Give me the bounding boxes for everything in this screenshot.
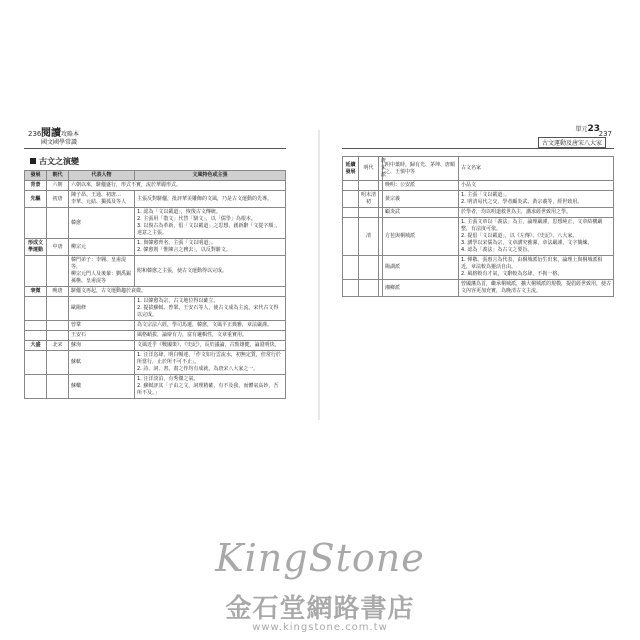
stage-cell: 延續發展 [343,157,359,181]
dynasty-cell [359,280,379,297]
note-line: 2. 提倡「文以載道」，以《左傳》、《史記》、八大家。 [461,233,578,239]
stage-cell [343,280,359,297]
dynasty-cell: 明末清初 [359,191,379,208]
dynasty-cell: 清 [359,218,379,256]
people-cell: 湘鄉派 [383,280,459,297]
stage-cell: 背景 [25,181,47,191]
dynasty-cell: 初唐 [47,191,69,208]
right-header-subtitle: 古文運動及唐宋八大家 [538,137,606,148]
note-line: 1. 以韓愈為宗，古文地位得以確立。 [137,298,219,304]
people-cell: 蘇軾 [69,351,135,375]
dynasty-cell [359,256,379,280]
table-row [25,239,286,256]
people-cell: 柳宗元 [69,239,135,256]
left-header-subtitle: 國文國學常識 [41,139,78,146]
left-header-title-small: 攻略本 [61,131,80,138]
people-cell: 晚明：公安派 [383,181,459,191]
school-cell: 唐宋派 [379,157,383,181]
right-page [342,120,614,420]
table-row [25,321,286,331]
table-row [343,191,614,208]
watermark-chinese: 金石堂網路書店 [225,594,415,624]
note-line: 1. 與韓愈齊名，主張「文以明道」。 [137,240,216,246]
note-line: 2. 蘇軾評其「子由之文，詞理精確，有不及我，而體氣高妙，吾所不及。」 [137,383,279,396]
note-line: 1. 汪洋淡泊，有秀傑之氣。 [137,376,199,382]
stage-cell [25,256,47,287]
stage-cell [343,181,359,191]
table-row [25,287,286,297]
square-bullet-icon [30,158,36,164]
notes-cell [459,191,614,208]
dynasty-cell [359,181,379,191]
right-header-unit: 23 [587,124,600,134]
dynasty-cell [47,351,69,375]
notes-cell [135,239,286,256]
people-cell: 王安石 [69,331,135,341]
note-line: 文風近乎《戰國策》、《史記》，長於議論，古勁雄健，論證明快。 [137,342,280,348]
stage-cell [25,297,47,321]
dynasty-cell [47,375,69,399]
table-row [343,218,614,256]
note-line: 附和韓愈之主張，使古文運動得以完成。 [137,267,228,274]
table-row [25,208,286,239]
notes-cell [135,321,286,331]
dynasty-cell [47,297,69,321]
section-title: 古文之演變 [39,157,79,166]
people-cell: 陽湖派 [383,256,459,280]
stage-cell [25,351,47,375]
header-notes: 文風特色或主張 [135,171,286,181]
header-dynasty: 朝代 [47,171,69,181]
dynasty-cell: 六朝 [47,181,69,191]
stage-cell [343,218,359,256]
notes-cell [135,375,286,399]
header-people: 代表人物 [69,171,135,181]
note-line: 1. 主張「文以載道」。 [461,192,510,198]
notes-cell: 小品文 [459,181,614,191]
notes-cell [135,191,286,208]
table-row [343,256,614,280]
note-line: 2. 詩、詞、書、畫之作均有成就，為唐宋八大家之一。 [137,366,259,372]
note-line: 4. 認為「義法」為古文之要旨。 [461,247,533,253]
table-row [25,351,286,375]
watermark-url: www.kingstone.com.tw [252,622,388,633]
note-line: 2. 主張用「散文」代替「駢文」，以「儒學」為根本。 [137,216,256,222]
note-line: 為文宗法六經，學司馬遷，韓愈，文風平正典雅，章法嚴謹。 [137,322,273,328]
right-page-number: 237 [598,130,612,138]
table-row [25,297,286,321]
notes-cell [459,280,614,297]
dynasty-cell [359,208,379,218]
table-row [25,331,286,341]
dynasty-cell [47,321,69,331]
dynasty-cell: 北宋 [47,341,69,351]
note-line: 3. 以復古為革新，倡「文以載道」之思想，創新辭「文從字順」，達意之主張。 [137,223,281,236]
watermark-brand: KingStone [215,536,425,580]
table-header-row [25,171,286,181]
section-heading [30,156,286,167]
stage-cell: 大盛 [25,341,47,351]
note-line: 風格峭拔，論辯有力，富有邏輯性，文章重實用。 [137,332,248,338]
continuation-table [342,156,614,297]
table-row [25,181,286,191]
left-page-number: 236 [28,130,42,138]
people-cell: 歐陽修 [69,297,135,321]
table-row [25,191,286,208]
stage-cell [25,375,47,399]
people-cell: 陳子昂、王通、初唐… 李華、元結、獨孤及等人 [69,191,135,208]
people-cell: 方苞與桐城派 [383,218,459,256]
evolution-table [24,170,286,399]
people-cell: 蘇洵 [69,341,135,351]
note-line: 1. 主張文章以「義法」為主，論理嚴謹，思想純正，文章結構嚴整，有法度可依。 [461,219,603,232]
notes-cell [135,351,286,375]
right-header-title [575,124,600,134]
table-row [25,341,286,351]
note-line: 2. 韓愈則「惟陳言之務去」，以反對駢文。 [137,247,231,253]
table-row [343,208,614,218]
people-cell: 韓門弟子：李翱、皇甫湜等， 柳宗元門人及後輩：劉禹錫 孫樵、皇甫湜等 [69,256,135,287]
people-cell: 顧炎武 [383,208,459,218]
table-row [343,280,614,297]
note-line: 1. 認為「文以載道」，恢復古文傳統。 [137,209,221,215]
note-line: 2. 提拔蘇軾、曾鞏、王安石等人，使古文成為主流，宋代古文得以完成。 [137,305,279,318]
right-header-title-main: 單元 [575,126,588,133]
table-row [343,157,614,181]
people-cell: 韓愈 [69,208,135,239]
left-header-title-main: 閱讀 [41,128,61,139]
stage-cell [343,256,359,280]
dynasty-cell: 晚唐 [47,287,69,297]
dynasty-cell [47,331,69,341]
note-line: 1. 汪洋恣肆，明白暢達，「作文如行雲流水，初無定質，但常行於所當行，止於所不可不止」。 [137,352,281,365]
stage-cell: 先驅 [25,191,47,208]
notes-cell [135,297,286,321]
left-page-header [24,120,286,154]
book-spine-shadow [318,130,320,420]
note-line: 2. 明清易代之交，學者顧炎武、黃宗羲等，經世致用。 [461,199,583,205]
stage-cell [343,208,359,218]
note-line: 主張反對駢儷，批評華美雕飾的文風，乃是古文運動的先導。 [137,195,273,202]
left-page [24,120,286,420]
people-cell: 明中葉時，歸有光、茅坤、唐順之、王慎中等 [383,157,459,181]
stage-cell [343,191,359,208]
description-cell: 六朝以來，駢儷盛行，形式不實，流於華麗形式。 [69,181,286,191]
header-stage: 發展 [25,171,47,181]
dynasty-cell [47,256,69,287]
note-line: 1. 惲敬、張惠言為代表，由桐城派衍生出來，論理上與桐城派相近，章法較為靈活自由。 [461,257,603,270]
note-line: 3. 講學以宋儒為宗，文章講究雅潔，章法嚴謹，文字簡練。 [461,240,593,246]
notes-cell [135,341,286,351]
notes-cell [135,208,286,239]
stage-cell [25,321,47,331]
description-cell: 駢儷文再起，古文運動趨於衰微。 [69,287,286,297]
notes-cell [459,256,614,280]
people-cell: 曾鞏 [69,321,135,331]
note-line: 於學者，均以明道救世為主，講求經世致用之學。 [461,209,572,215]
right-page-header [342,120,614,154]
people-cell: 黃宗羲 [383,191,459,208]
note-line: 2. 風格較有才氣，文辭較為恣肆，不拘一格。 [461,271,563,277]
left-header-rule [24,148,286,149]
stage-cell [25,331,47,341]
stage-cell: 形成文學運動 [25,239,47,256]
notes-cell: 古文名家 [459,157,614,181]
stage-cell [25,208,47,239]
table-row [25,375,286,399]
dynasty-cell: 中唐 [47,239,69,256]
notes-cell [135,256,286,287]
notes-cell [459,218,614,256]
right-header-rule [342,148,614,149]
notes-cell [135,331,286,341]
table-row [343,181,614,191]
stage-cell: 衰微 [25,287,47,297]
note-line: 曾國藩為首，繼承桐城派，擴大桐城派的規模，提倡經世致用，使古文內容更加充實，為晚清古文主流。 [461,281,612,294]
dynasty-cell [47,208,69,239]
people-cell: 蘇轍 [69,375,135,399]
table-row [25,256,286,287]
notes-cell [459,208,614,218]
dynasty-cell: 明代 [359,157,379,181]
